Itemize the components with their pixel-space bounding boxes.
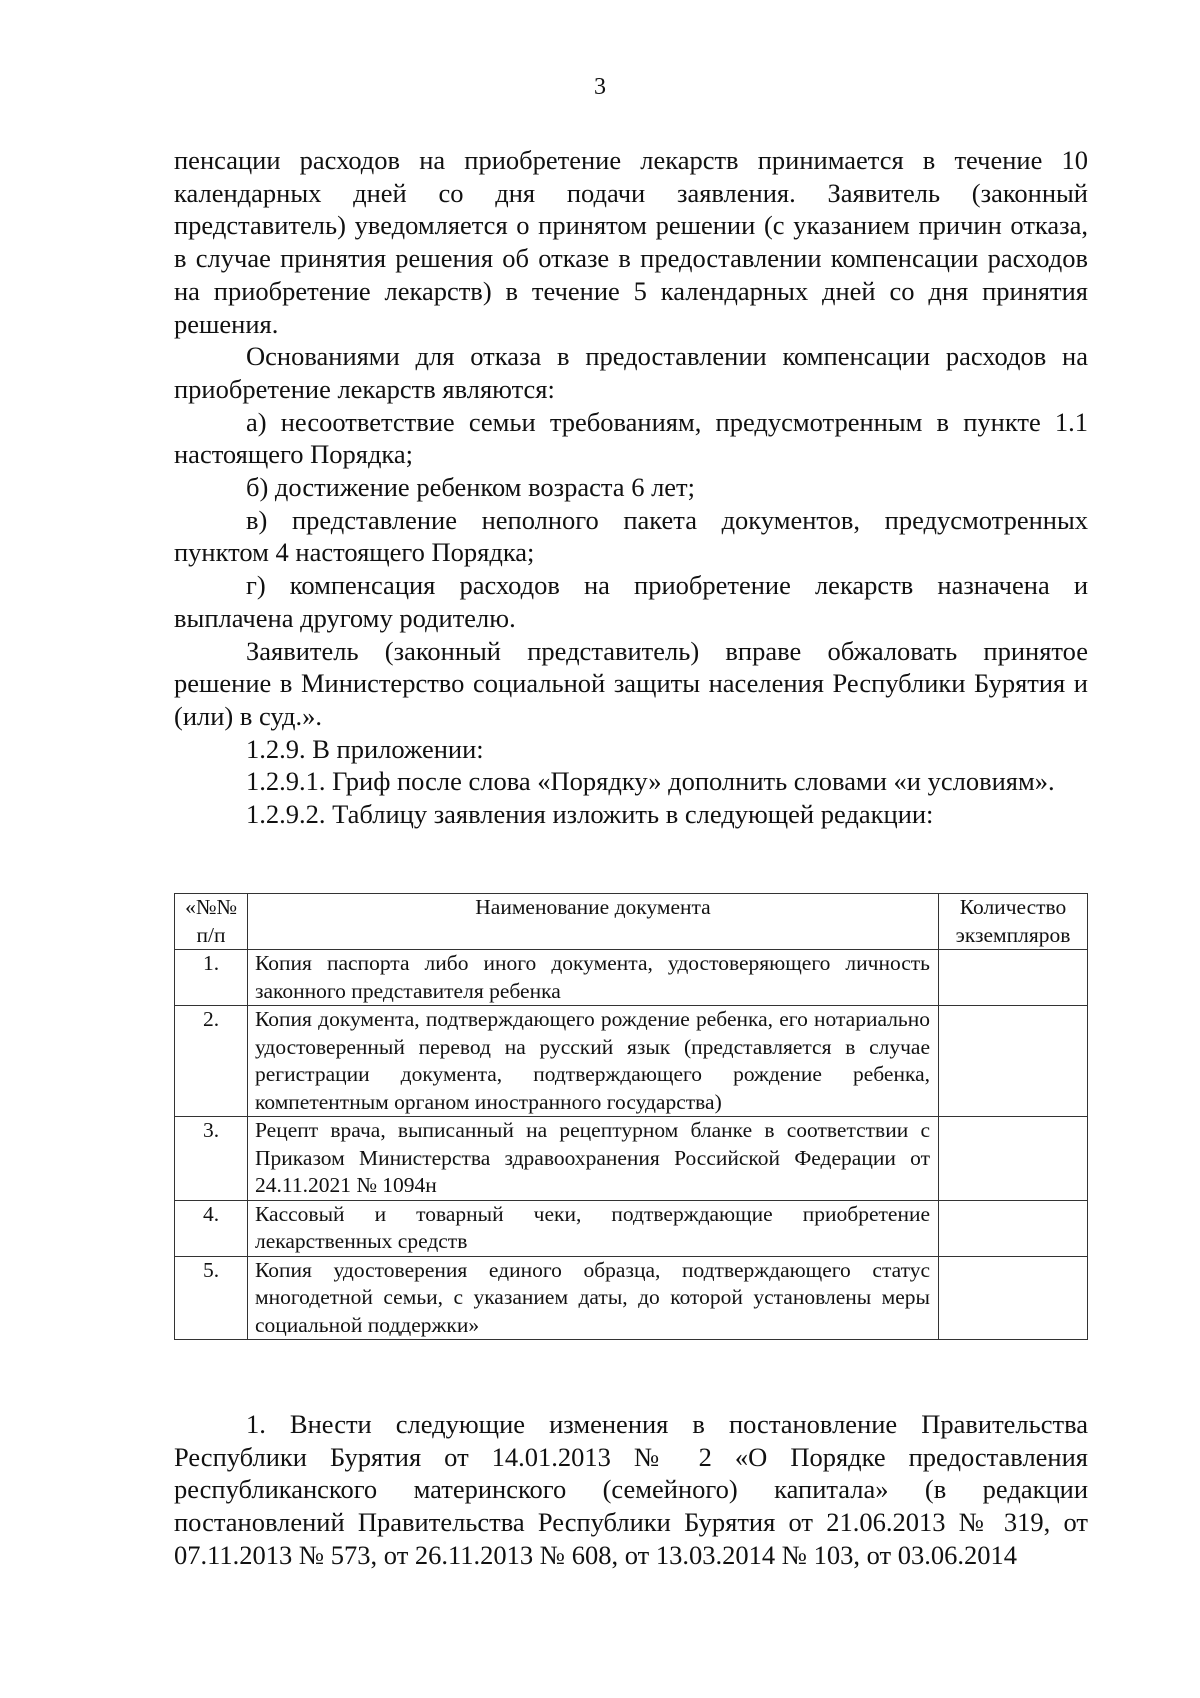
page-number: 3 [594, 74, 606, 100]
list-item-b: б) достижение ребенком возраста 6 лет; [246, 472, 695, 503]
documents-table [174, 893, 1088, 1340]
row-number: 1. [175, 950, 248, 1006]
row-number: 2. [175, 1006, 248, 1117]
row-quantity [939, 1006, 1088, 1117]
list-item-g: г) компенсация расходов на приобретение лекарств назначена и выплачена другому родителю. [174, 570, 1088, 633]
row-quantity [939, 1117, 1088, 1201]
table-row [175, 1200, 1088, 1256]
paragraph-amendment-resolution: 1. Внести следующие изменения в постановление Правительства Республики Бурятия от 14.01.2013 № 2 «О Порядке предоставления республиканского материнского (семейного) капитала» (в редакции постановлений Правительства Республики Бурятия от 21.06.2013 № 319, от 07.11.2013 № 573, от 26.11.2013 № 608, от 13.03.2014 № 103, от 03.06.2014 [174, 1409, 1088, 1570]
table-row [175, 1256, 1088, 1340]
row-document-name: Копия документа, подтверждающего рождение ребенка, его нотариально удостоверенный перевод на русский язык (представляется в случае регистрации документа, подтверждающего рождение ребенка, компетентным органом иностранного государства) [248, 1006, 939, 1117]
row-quantity [939, 1200, 1088, 1256]
row-document-name: Копия удостоверения единого образца, подтверждающего статус многодетной семьи, с указанием даты, до которой установлены меры социальной поддержки» [248, 1256, 939, 1340]
table-row [175, 950, 1088, 1006]
header-quantity: Количество экземпляров [939, 894, 1088, 950]
row-number: 5. [175, 1256, 248, 1340]
row-document-name: Копия паспорта либо иного документа, удостоверяющего личность законного представителя ребенка [248, 950, 939, 1006]
paragraph-compensation-decision: пенсации расходов на приобретение лекарств принимается в течение 10 календарных дней со дня подачи заявления. Заявитель (законный представитель) уведомляется о принятом решении (с указанием причин отказа, в случае принятия решения об отказе в предоставлении компенсации расходов на приобретение лекарств) в течение 5 календарных дней со дня принятия решения. [174, 145, 1088, 339]
table-row [175, 1006, 1088, 1117]
table-header-row [175, 894, 1088, 950]
document-body-top [174, 144, 1088, 831]
header-number: «№№ п/п [175, 894, 248, 950]
document-body-bottom [174, 1408, 1088, 1572]
row-document-name: Рецепт врача, выписанный на рецептурном бланке в соответствии с Приказом Министерства здравоохранения Российской Федерации от 24.11.2021 № 1094н [248, 1117, 939, 1201]
clause-1-2-9-1: 1.2.9.1. Гриф после слова «Порядку» дополнить словами «и условиям». [246, 766, 1055, 797]
paragraph-refusal-grounds: Основаниями для отказа в предоставлении компенсации расходов на приобретение лекарств являются: [174, 341, 1088, 404]
list-item-v: в) представление неполного пакета документов, предусмотренных пунктом 4 настоящего Порядка; [174, 504, 1088, 568]
row-number: 3. [175, 1117, 248, 1201]
clause-1-2-9-2: 1.2.9.2. Таблицу заявления изложить в следующей редакции: [246, 799, 934, 830]
row-document-name: Кассовый и товарный чеки, подтверждающие приобретение лекарственных средств [248, 1200, 939, 1256]
row-number: 4. [175, 1200, 248, 1256]
table-row [175, 1117, 1088, 1201]
paragraph-appeal: Заявитель (законный представитель) вправе обжаловать принятое решение в Министерство социальной защиты населения Республики Бурятия и (или) в суд.». [174, 635, 1088, 731]
clause-1-2-9: 1.2.9. В приложении: [246, 733, 484, 764]
row-quantity [939, 950, 1088, 1006]
header-document-name: Наименование документа [248, 894, 939, 950]
list-item-a: а) несоответствие семьи требованиям, предусмотренным в пункте 1.1 настоящего Порядка; [174, 406, 1088, 470]
row-quantity [939, 1256, 1088, 1340]
